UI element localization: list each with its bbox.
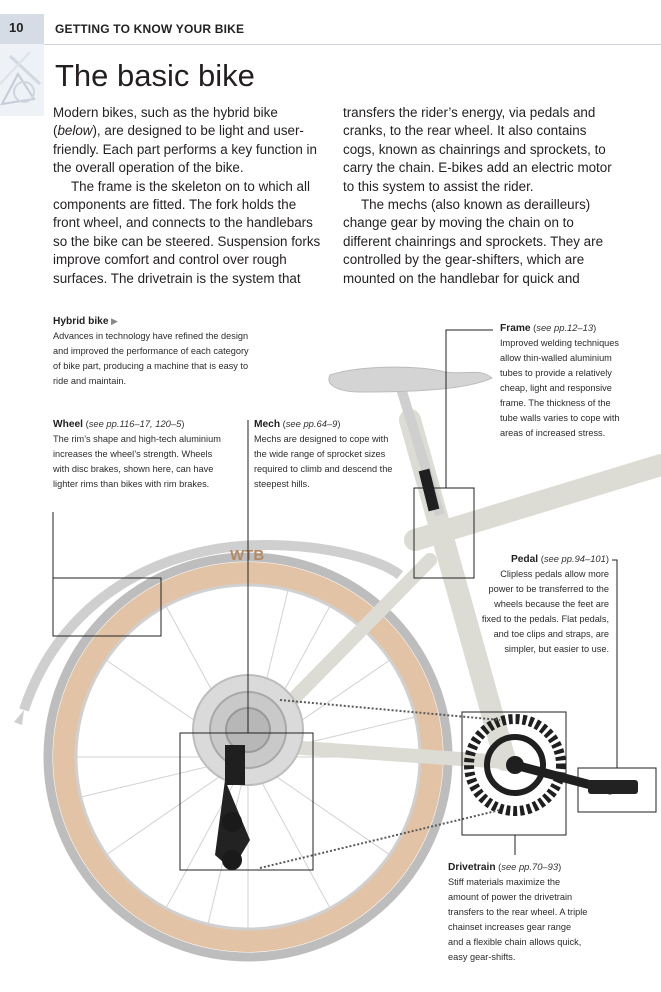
caption-frame-ref: (see pp.12–13): [533, 322, 597, 333]
body-text: Modern bikes, such as the hybrid bike (: [53, 105, 278, 139]
body-left-paragraph-1: [53, 104, 325, 178]
body-text: ), are designed to be light and user-friendly. Each part performs a key function in the overall operation of the bike.: [53, 123, 317, 176]
caption-pedal: [478, 551, 609, 657]
page-number: 10: [9, 20, 24, 35]
caption-mech-ref-text: see pp.64–9: [285, 418, 338, 429]
corner-decoration: [0, 44, 44, 116]
caption-mech-ref: (see pp.64–9): [282, 418, 341, 429]
body-right-column: [343, 104, 618, 288]
caption-wheel-ref-text: see pp.116–17, 120–5: [88, 418, 182, 429]
caption-pedal-ref: (see pp.94–101): [540, 553, 609, 564]
caption-drivetrain-ref-text: see pp.70–93: [501, 861, 559, 872]
caption-wheel-ref: (see pp.116–17, 120–5): [85, 418, 185, 429]
leader-frame: [446, 330, 493, 488]
caption-hybrid-bike: [53, 314, 253, 389]
caption-mech-text: Mechs are designed to cope with the wide range of sprocket sizes required to climb and descend the steepest hills.: [254, 434, 393, 489]
caption-frame-title: Frame: [500, 323, 531, 334]
body-right-paragraph-1: transfers the rider’s energy, via pedals and cranks, to the rear wheel. It also contains cogs, known as chainrings and sprockets, to carry the chain. E-bikes add an electric motor to this system to assist the rider.: [343, 105, 612, 194]
caption-wheel-text: The rim’s shape and high-tech aluminium increases the wheel’s strength. Wheels with disc brakes, shown here, can have lighter rims than bikes with rim brakes.: [53, 434, 221, 489]
saddle: [329, 367, 492, 392]
caption-hybrid-title: Hybrid bike: [53, 316, 109, 327]
callout-boxes: [53, 488, 656, 870]
page-title: The basic bike: [55, 58, 255, 93]
caption-wheel: [53, 416, 228, 492]
caption-hybrid-text: Advances in technology have refined the design and improved the performance of each category of bike part, producing a machine that is easy to ride and maintain.: [53, 331, 249, 386]
caption-wheel-title: Wheel: [53, 419, 84, 430]
leader-pedal: [612, 560, 617, 768]
tyre-brand-label: WTB: [230, 547, 265, 564]
caption-frame-ref-text: see pp.12–13: [536, 322, 594, 333]
caption-frame: [500, 320, 620, 441]
caption-pedal-title: Pedal: [510, 554, 539, 565]
section-label: GETTING TO KNOW YOUR BIKE: [55, 22, 245, 36]
body-text-emphasis: below: [57, 123, 93, 139]
chain-upper: [280, 700, 500, 720]
body-left-paragraph-2: The frame is the skeleton on to which all components are fitted. The fork holds the front wheel, and connects to the handlebars so the bike can be steered. Suspension forks improve comfort and control over rough surfaces. The drivetrain is the system that: [53, 178, 321, 286]
caption-frame-text: Improved welding techniques allow thin-walled aluminium tubes to provide a relatively cheap, light and responsive frame. The thickness of the tube walls varies to cope with areas of increased stress.: [500, 338, 620, 438]
caption-drivetrain-title: Drivetrain: [448, 862, 496, 873]
caption-drivetrain-ref: (see pp.70–93): [498, 861, 562, 872]
corner-bike-sketch: [0, 44, 44, 116]
caption-mech-title: Mech: [254, 419, 281, 430]
body-left-column: [53, 104, 325, 288]
caption-drivetrain: [448, 859, 588, 965]
pedal: [588, 780, 638, 794]
caption-pedal-text: Clipless pedals allow more power to be transferred to the wheels because the feet are fixed to the pedals. Flat pedals, and toe clips and straps, are simpler, but easier to use.: [481, 569, 609, 654]
caption-mech: [254, 416, 394, 492]
caption-drivetrain-text: Stiff materials maximize the amount of power the drivetrain transfers to the rear wheel. A triple chainset increases gear range and a flexible chain allows quick, easy gear-shifts.: [448, 877, 588, 962]
arrow-right-icon: ▶: [111, 316, 118, 326]
caption-pedal-ref-text: see pp.94–101: [543, 553, 606, 564]
body-right-paragraph-2: The mechs (also known as derailleurs) change gear by moving the chain on to different chainrings and sprockets. They are controlled by the gear-shifters, which are mounted on the handlebar for quick and: [343, 197, 604, 286]
